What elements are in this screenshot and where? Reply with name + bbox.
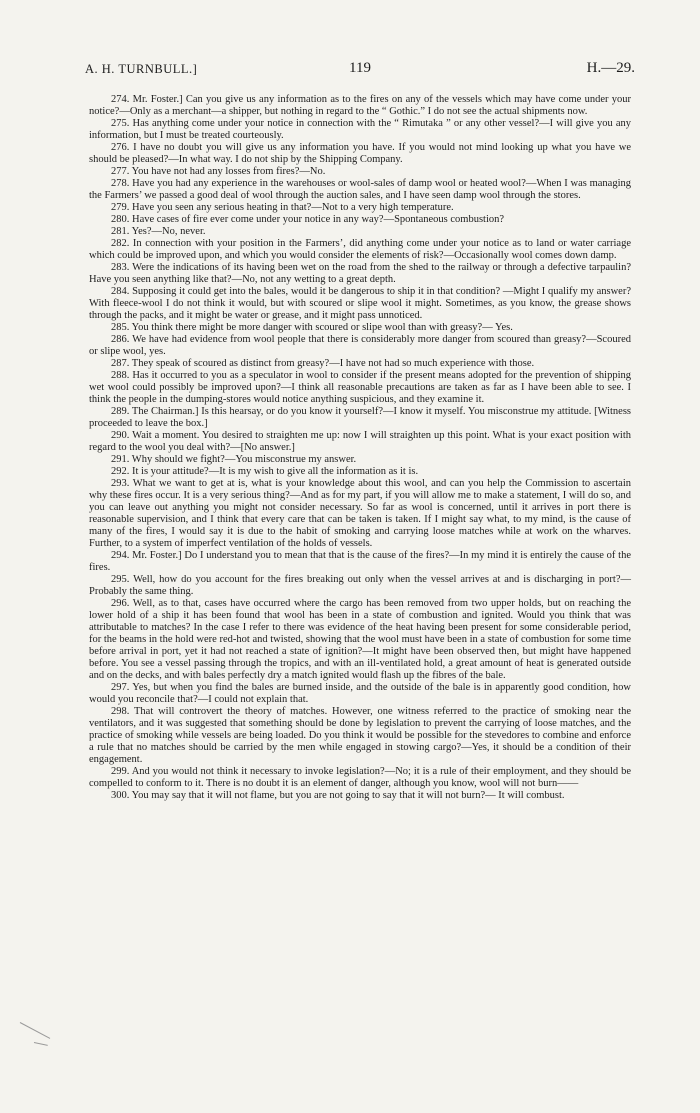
paragraph-296: 296. Well, as to that, cases have occurred where the cargo has been removed from two upper holds, but on reaching the lower hold of a ship it has been found that wool has been in a state of combustion and ignited. Would you think that was attributable to matches? In the case I refer to there was evidence of the heat having been present for some considerable period, for the beams in the hold were red-hot and twisted, showing that the wool must have been in a state of combustion for some time before arrival in port, yet it had not reached a state of ignition?—It might have been observed then, but might have happened before. You see a vessel passing through the tropics, and with an ill-ventilated hold, a great amount of heat is generated outside and on the decks, and with bales perfectly dry a match ignited would flash up the fibres of the bale. <box>89 598 631 681</box>
paragraph-283: 283. Were the indications of its having been wet on the road from the shed to the railway or through a defective tarpaulin? Have you seen anything like that?—No, not any wetting to a great depth. <box>89 262 631 285</box>
paragraph-298: 298. That will controvert the theory of matches. However, one witness referred to the practice of smoking near the ventilators, and it was suggested that something should be done by legislation to prevent the carrying of loose matches, and the practice of smoking while vessels are being loaded. Do you think it would be possible for the stevedores to combine and enforce a rule that no matches should be carried by the men while engaged in stowing cargo?—Yes, it should be a condition of their engagement. <box>89 706 631 765</box>
paragraph-277: 277. You have not had any losses from fires?—No. <box>111 166 326 177</box>
paragraph-293: 293. What we want to get at is, what is your knowledge about this wool, and can you help the Commission to ascertain why these fires occur. It is a very serious thing?—And as for my part, if you will allow me to make a statement, I will do so, and you can leave out anything you might not consider necessary. So far as wool is concerned, until it arrives in port there is reasonable supervision, and I think that every care that can be taken is taken. If I might say what, to my mind, is the cause of many of the fires, I would say it is due to the habit of smoking and carrying loose matches while at work on the wharves. Further, to a system of imperfect ventilation of the holds of vessels. <box>89 478 631 549</box>
header-witness-name: A. H. TURNBULL.] <box>85 62 198 76</box>
paragraph-282: 282. In connection with your position in the Farmers’, did anything come under your notice as to land or water carriage which could be improved upon, and which you would consider the elements of risk?—Occasionally wool comes down damp. <box>89 238 631 261</box>
paragraph-294: 294. Mr. Foster.] Do I understand you to mean that that is the cause of the fires?—In my mind it is entirely the cause of the fires. <box>89 550 631 573</box>
paragraph-291: 291. Why should we fight?—You misconstrue my answer. <box>111 454 357 465</box>
paragraph-286: 286. We have had evidence from wool people that there is considerably more danger from scoured than greasy?—Scoured or slipe wool, yes. <box>89 334 631 357</box>
paragraph-299: 299. And you would not think it necessary to invoke legislation?—No; it is a rule of their employment, and they should be compelled to conform to it. There is no doubt it is an element of danger, although you know, wool will not burn—— <box>89 766 631 789</box>
paragraph-289: 289. The Chairman.] Is this hearsay, or do you know it yourself?—I know it myself. You misconstrue my attitude. [Witness proceeded to leave the box.] <box>89 406 631 429</box>
paragraph-297: 297. Yes, but when you find the bales are burned inside, and the outside of the bale is in apparently good condition, how would you reconcile that?—I could not explain that. <box>89 682 631 705</box>
margin-pencil-mark <box>20 1022 50 1039</box>
paragraph-300: 300. You may say that it will not flame, but you are not going to say that it will not burn?— It will combust. <box>111 790 565 801</box>
paragraph-287: 287. They speak of scoured as distinct from greasy?—I have not had so much experience with those. <box>111 358 535 369</box>
paragraph-275: 275. Has anything come under your notice in connection with the “ Rimutaka ” or any other vessel?—I will give you any information, but I must be treated courteously. <box>89 118 631 141</box>
paragraph-278: 278. Have you had any experience in the warehouses or wool-sales of damp wool or heated wool?—When I was managing the Farmers’ we passed a good deal of wool through the auction sales, and I have seen damp wool through the stores. <box>89 178 631 201</box>
paragraph-279: 279. Have you seen any serious heating in that?—Not to a very high temperature. <box>111 202 454 213</box>
page-header <box>85 60 635 80</box>
paragraph-274: 274. Mr. Foster.] Can you give us any information as to the fires on any of the vessels which may have come under your notice?—Only as a merchant—a shipper, but nothing in regard to the “ Gothic.” I do not see the actual shipments now. <box>89 94 631 117</box>
paragraph-281: 281. Yes?—No, never. <box>111 226 206 237</box>
paragraph-284: 284. Supposing it could get into the bales, would it be dangerous to ship it in that condition? —Might I qualify my answer? With fleece-wool I do not think it would, but with scoured or slipe wool it might. Sometimes, as you know, the grease shows through the packs, and it might be water or grease, and it might pass unnoticed. <box>89 286 631 321</box>
testimony-body <box>89 94 631 802</box>
paragraph-295: 295. Well, how do you account for the fires breaking out only when the vessel arrives at and is discharging in port?—Probably the same thing. <box>89 574 631 597</box>
paragraph-290: 290. Wait a moment. You desired to straighten me up: now I will straighten up this point. What is your exact position with regard to the wool you deal with?—[No answer.] <box>89 430 631 453</box>
paragraph-276: 276. I have no doubt you will give us any information you have. If you would not mind looking up what you have we should be pleased?—In what way. I do not ship by the Shipping Company. <box>89 142 631 165</box>
paragraph-288: 288. Has it occurred to you as a speculator in wool to consider if the present means adopted for the prevention of shipping wet wool could possibly be improved upon?—I think all reasonable precautions are taken as far as I have been able to see. I think the people in the dumping-stores would notice anything suspicious, and they examine it. <box>89 370 631 405</box>
paragraph-280: 280. Have cases of fire ever come under your notice in any way?—Spontaneous combustion? <box>111 214 505 225</box>
header-page-number: 119 <box>349 60 371 76</box>
header-document-reference: H.—29. <box>586 60 635 76</box>
paragraph-292: 292. It is your attitude?—It is my wish to give all the information as it is. <box>111 466 419 477</box>
margin-pencil-mark-lower <box>34 1042 48 1046</box>
paragraph-285: 285. You think there might be more danger with scoured or slipe wool than with greasy?— Yes. <box>111 322 513 333</box>
